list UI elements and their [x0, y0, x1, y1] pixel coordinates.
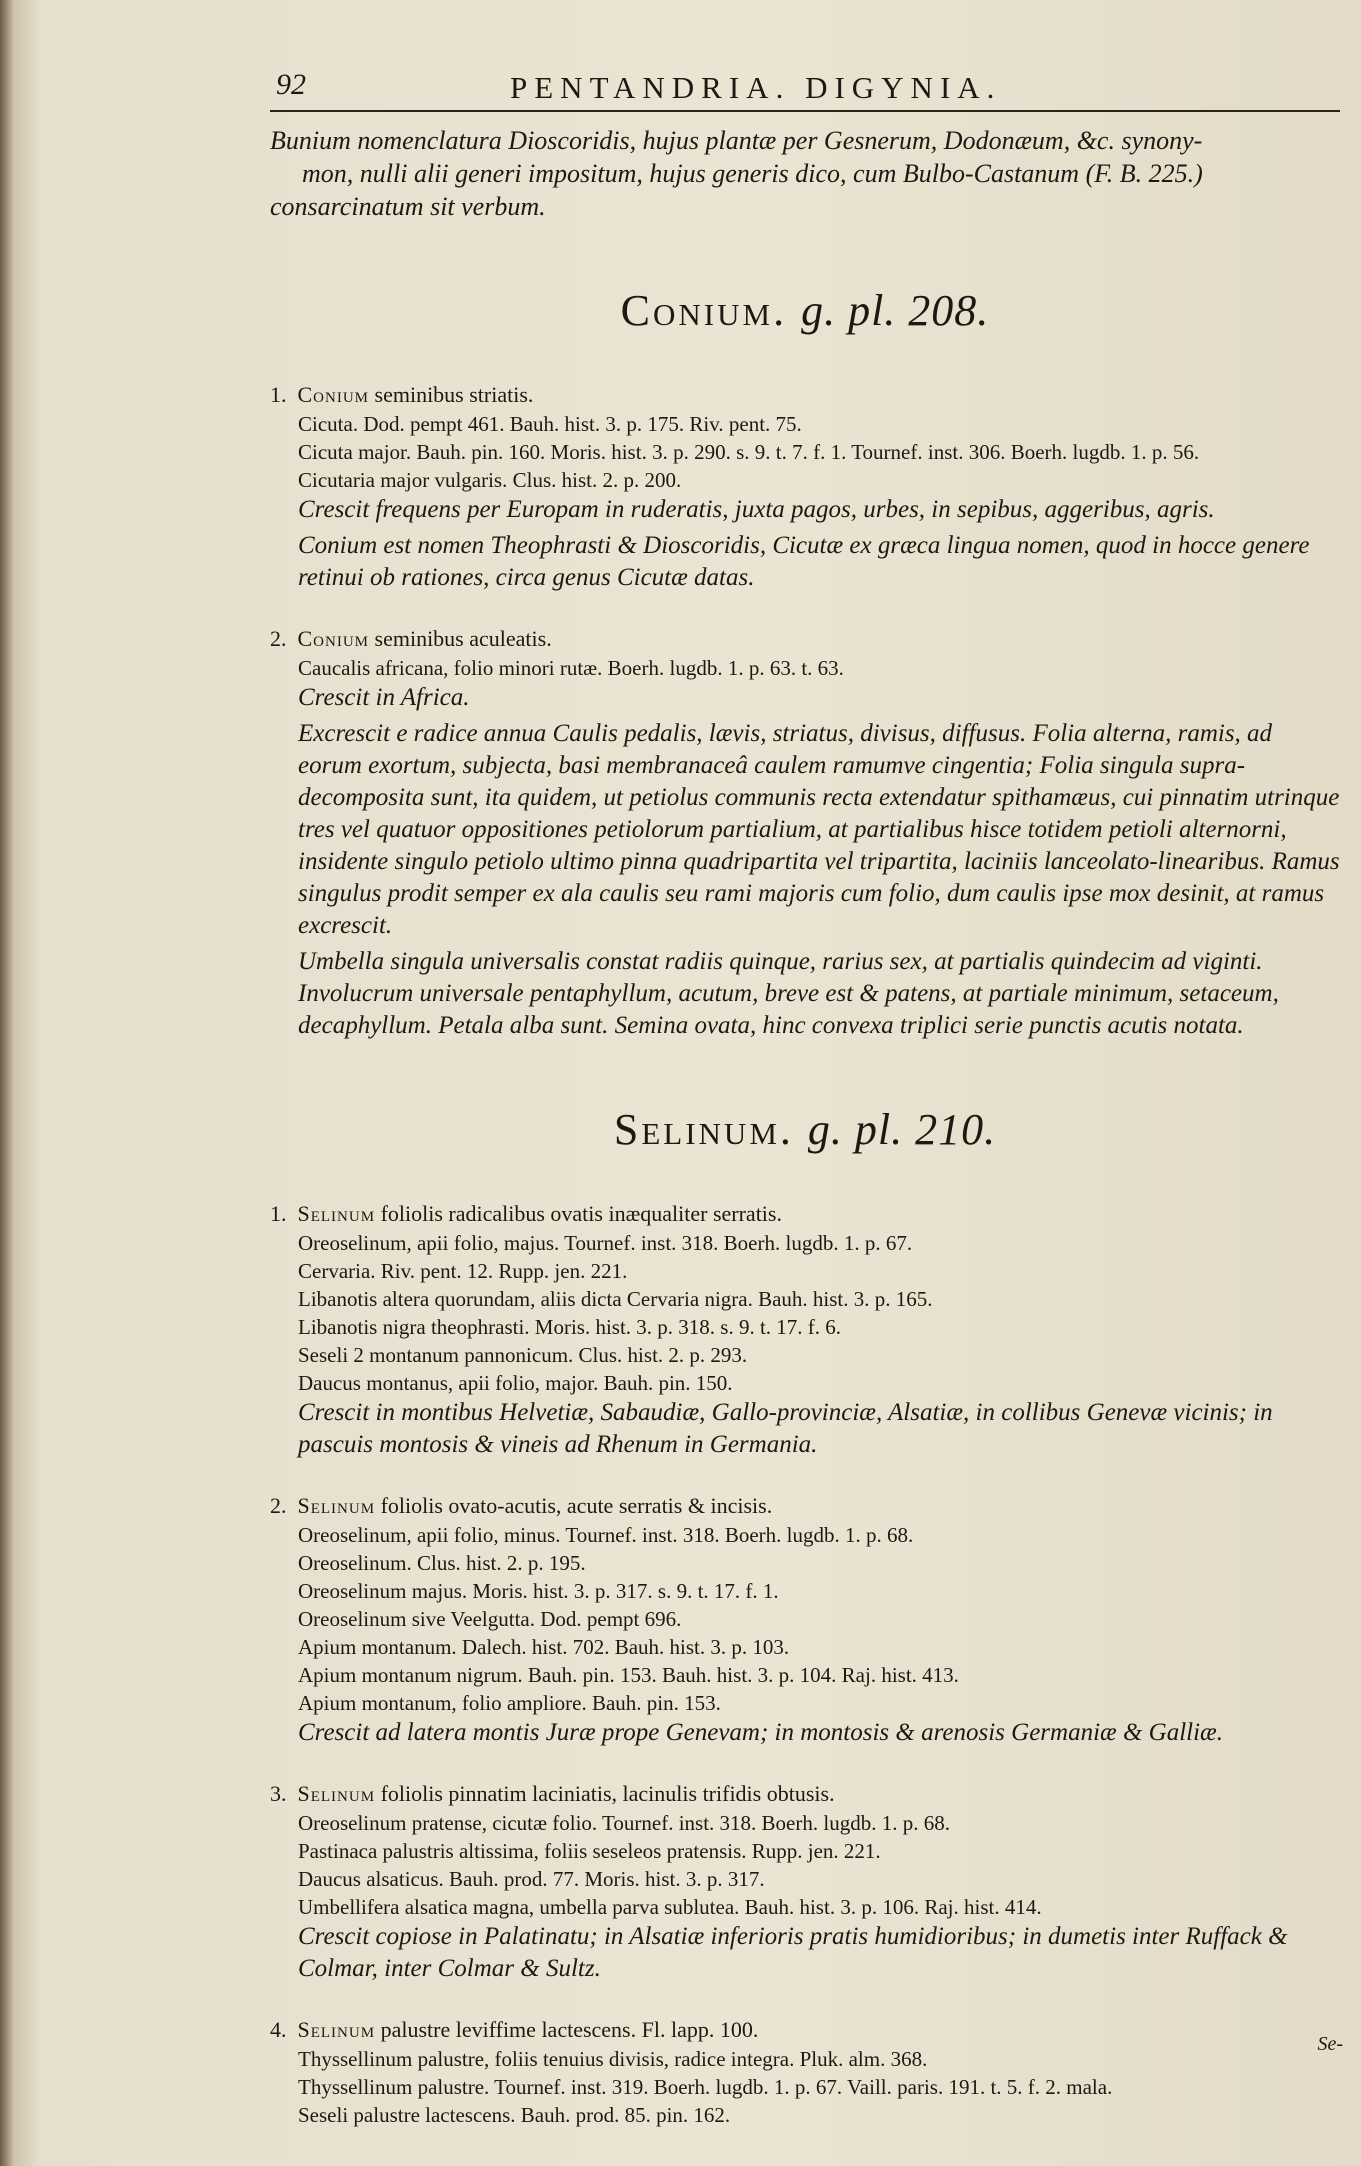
- species-number: 3.: [270, 1781, 287, 1806]
- synonym: Seseli palustre lactescens. Bauh. prod. 85. pin. 162.: [298, 2103, 731, 2127]
- note-text: Conium est nomen Theophrasti & Dioscoridis, Cicutæ ex græca lingua nomen, quod in hocce genere retinui ob rationes, circa genus Cicutæ datas.: [298, 532, 1310, 591]
- note-text: Umbella singula universalis constat radiis quinque, rarius sex, at partialis quindecim ad viginti. Involucrum universale pentaphyllum, acutum, breve est & patens, at partiale minimum, setaceum, decaphyllum. Petala alba sunt. Semina ovata, hinc convexa triplici serie punctis acutis notata.: [298, 948, 1279, 1039]
- synonym: Cicuta major. Bauh. pin. 160. Moris. hist. 3. p. 290. s. 9. t. 7. f. 1. Tournef. inst. 306. Boerh. lugdb. 1. p. 56.: [298, 440, 1200, 464]
- page-header: [270, 60, 1340, 112]
- species-genus: Selinum: [297, 1493, 376, 1518]
- species-genus: Conium: [297, 382, 370, 407]
- species-entry: [270, 1199, 1340, 1461]
- synonym: Thyssellinum palustre, foliis tenuius divisis, radice integra. Pluk. alm. 368.: [298, 2047, 928, 2071]
- species-heading: [270, 624, 1340, 654]
- synonym: Cervaria. Riv. pent. 12. Rupp. jen. 221.: [298, 1259, 628, 1283]
- species-entry: [270, 624, 1340, 1042]
- synonym: Apium montanum, folio ampliore. Bauh. pin. 153.: [298, 1691, 721, 1715]
- synonym: Cicutaria major vulgaris. Clus. hist. 2. p. 200.: [298, 468, 682, 492]
- genus-title-conium: [270, 285, 1340, 336]
- genus-title-selinum: [270, 1104, 1340, 1155]
- habitat-text: Crescit copiose in Palatinatu; in Alsatiæ inferioris pratis humidioribus; in dumetis inter Ruffack & Colmar, inter Colmar & Sultz.: [298, 1923, 1288, 1982]
- species-number: 4.: [270, 2017, 287, 2042]
- genus-name: Conium.: [620, 286, 788, 335]
- species-diagnosis: foliolis ovato-acutis, acute serratis & incisis.: [380, 1493, 773, 1518]
- species-genus: Selinum: [297, 1781, 376, 1806]
- synonym: Caucalis africana, folio minori rutæ. Boerh. lugdb. 1. p. 63. t. 63.: [298, 656, 844, 680]
- note-text: Excrescit e radice annua Caulis pedalis, lævis, striatus, divisus, diffusus. Folia alterna, ramis, ad eorum exortum, subjecta, basi membranaceâ caulem ramumve cingentia; Folia singula supra-decomposita sunt, ita quidem, ut petiolus communis recta extendatur spithamæus, cui pinnatim utrinque tres vel quatuor oppositiones petiolorum partialium, at partialibus hisce totidem petioli alternorni, insidente singulo petiolo ultimo pinna quadripartita vel tripartita, laciniis lanceolato-linearibus. Ramus singulus prodit semper ex ala caulis seu rami majoris cum folio, dum caulis ipse mox desinit, at ramus excrescit.: [298, 720, 1340, 939]
- synonym: Daucus alsaticus. Bauh. prod. 77. Moris. hist. 3. p. 317.: [298, 1867, 765, 1891]
- intro-line: consarcinatum sit verbum.: [270, 192, 546, 221]
- synonym: Seseli 2 montanum pannonicum. Clus. hist. 2. p. 293.: [298, 1343, 748, 1367]
- synonym: Apium montanum. Dalech. hist. 702. Bauh. hist. 3. p. 103.: [298, 1635, 790, 1659]
- species-genus: Selinum: [297, 2017, 376, 2042]
- synonym: Umbellifera alsatica magna, umbella parva sublutea. Bauh. hist. 3. p. 106. Raj. hist. 414.: [298, 1895, 1042, 1919]
- species-heading: [270, 2015, 1340, 2045]
- species-heading: [270, 1199, 1340, 1229]
- species-number: 2.: [270, 626, 287, 651]
- synonym: Libanotis nigra theophrasti. Moris. hist. 3. p. 318. s. 9. t. 17. f. 6.: [298, 1315, 842, 1339]
- species-diagnosis: seminibus aculeatis.: [374, 626, 552, 651]
- species-diagnosis: seminibus striatis.: [374, 382, 534, 407]
- species-entry: [270, 1779, 1340, 1985]
- species-number: 2.: [270, 1493, 287, 1518]
- intro-paragraph: [270, 124, 1340, 223]
- species-heading: [270, 1491, 1340, 1521]
- synonym: Thyssellinum palustre. Tournef. inst. 319. Boerh. lugdb. 1. p. 67. Vaill. paris. 191. t. 5. f. 2. mala.: [298, 2075, 1113, 2099]
- synonym: Oreoselinum majus. Moris. hist. 3. p. 317. s. 9. t. 17. f. 1.: [298, 1579, 779, 1603]
- synonym: Cicuta. Dod. pempt 461. Bauh. hist. 3. p. 175. Riv. pent. 75.: [298, 412, 802, 436]
- species-heading: [270, 380, 1340, 410]
- genus-name: Selinum.: [613, 1105, 794, 1154]
- species-genus: Selinum: [297, 1201, 376, 1226]
- species-heading: [270, 1779, 1340, 1809]
- synonym: Oreoselinum, apii folio, minus. Tournef. inst. 318. Boerh. lugdb. 1. p. 68.: [298, 1523, 914, 1547]
- running-title: PENTANDRIA. DIGYNIA.: [510, 70, 1002, 105]
- habitat-text: Crescit ad latera montis Juræ prope Genevam; in montosis & arenosis Germaniæ & Galliæ.: [298, 1719, 1223, 1746]
- synonym: Oreoselinum. Clus. hist. 2. p. 195.: [298, 1551, 586, 1575]
- habitat-text: Crescit in Africa.: [298, 684, 470, 711]
- synonym: Oreoselinum pratense, cicutæ folio. Tournef. inst. 318. Boerh. lugdb. 1. p. 68.: [298, 1811, 950, 1835]
- species-entry: [270, 380, 1340, 594]
- synonym: Oreoselinum, apii folio, majus. Tournef. inst. 318. Boerh. lugdb. 1. p. 67.: [298, 1231, 913, 1255]
- intro-line: mon, nulli alii generi impositum, hujus generis dico, cum Bulbo-Castanum (F. B. 225.): [302, 159, 1203, 188]
- genus-reference: g. pl. 210.: [807, 1105, 997, 1154]
- synonym: Pastinaca palustris altissima, foliis seseleos pratensis. Rupp. jen. 221.: [298, 1839, 881, 1863]
- genus-reference: g. pl. 208.: [801, 286, 990, 335]
- page-content: [270, 60, 1340, 2159]
- habitat-text: Crescit in montibus Helvetiæ, Sabaudiæ, Gallo-provinciæ, Alsatiæ, in collibus Genevæ vicinis; in pascuis montosis & vineis ad Rhenum in Germania.: [298, 1399, 1273, 1458]
- catchword: Se-: [1317, 2033, 1343, 2055]
- species-number: 1.: [270, 382, 287, 407]
- synonym: Libanotis altera quorundam, aliis dicta Cervaria nigra. Bauh. hist. 3. p. 165.: [298, 1287, 933, 1311]
- synonym: Apium montanum nigrum. Bauh. pin. 153. Bauh. hist. 3. p. 104. Raj. hist. 413.: [298, 1663, 959, 1687]
- species-genus: Conium: [297, 626, 370, 651]
- habitat-text: Crescit frequens per Europam in ruderatis, juxta pagos, urbes, in sepibus, aggeribus, agris.: [298, 496, 1215, 523]
- species-entry: [270, 1491, 1340, 1749]
- synonym: Daucus montanus, apii folio, major. Bauh. pin. 150.: [298, 1371, 733, 1395]
- species-diagnosis: foliolis pinnatim laciniatis, lacinulis trifidis obtusis.: [380, 1781, 835, 1806]
- intro-line: Bunium nomenclatura Dioscoridis, hujus plantæ per Gesnerum, Dodonæum, &c. synony-: [270, 126, 1203, 155]
- species-entry: [270, 2015, 1340, 2129]
- species-number: 1.: [270, 1201, 287, 1226]
- species-diagnosis: palustre leviffime lactescens. Fl. lapp. 100.: [380, 2017, 759, 2042]
- species-diagnosis: foliolis radicalibus ovatis inæqualiter serratis.: [380, 1201, 782, 1226]
- synonym: Oreoselinum sive Veelgutta. Dod. pempt 696.: [298, 1607, 682, 1631]
- page-number: 92: [276, 68, 306, 101]
